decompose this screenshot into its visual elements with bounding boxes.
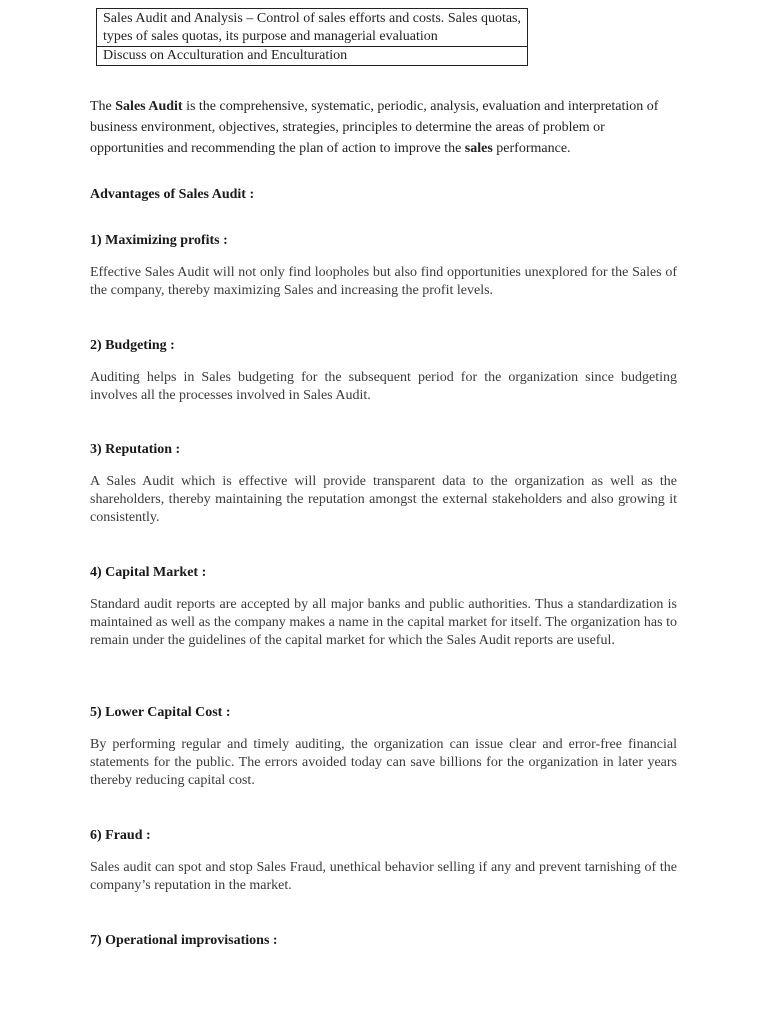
topic-table <box>96 8 528 66</box>
intro-text: The <box>90 99 116 114</box>
intro-bold-term: sales <box>464 141 493 156</box>
section-heading: 2) Budgeting : <box>90 338 175 353</box>
section-heading: 1) Maximizing profits : <box>90 233 228 248</box>
topic-cell-sales-audit: Sales Audit and Analysis – Control of sales efforts and costs. Sales quotas, types of sales quotas, its purpose and managerial evaluation <box>97 9 528 47</box>
section-heading: 5) Lower Capital Cost : <box>90 705 231 720</box>
section-heading: 7) Operational improvisations : <box>90 933 278 948</box>
section-paragraph: Effective Sales Audit will not only find loopholes but also find opportunities unexplored for the Sales of the company, thereby maximizing Sales and increasing the profit levels. <box>90 265 677 298</box>
section-paragraph: Auditing helps in Sales budgeting for the subsequent period for the organization since budgeting involves all the processes involved in Sales Audit. <box>90 370 677 403</box>
intro-paragraph <box>90 96 677 159</box>
intro-text: is the comprehensive, systematic, periodic, analysis, evaluation and interpretation of business environment, objectives, strategies, principles to determine the areas of problem or opportunities and recommending the plan of action to improve the <box>90 99 659 156</box>
table-row <box>97 9 528 47</box>
topic-cell-acculturation: Discuss on Acculturation and Enculturation <box>97 47 528 66</box>
section-heading: 4) Capital Market : <box>90 565 207 580</box>
advantages-heading: Advantages of Sales Audit : <box>90 187 255 202</box>
table-row <box>97 47 528 66</box>
section-paragraph: Standard audit reports are accepted by all major banks and public authorities. Thus a standardization is maintained as well as the company makes a name in the capital market for itself. The organization has to remain under the guidelines of the capital market for which the Sales Audit reports are useful. <box>90 597 677 648</box>
intro-text: performance. <box>492 141 571 156</box>
section-paragraph: By performing regular and timely auditing, the organization can issue clear and error-free financial statements for the public. The errors avoided today can save billions for the organization in later years thereby reducing capital cost. <box>90 737 677 788</box>
section-heading: 3) Reputation : <box>90 442 181 457</box>
section-paragraph: A Sales Audit which is effective will provide transparent data to the organization as well as the shareholders, thereby maintaining the reputation amongst the external stakeholders and also growing it consistently. <box>90 474 677 525</box>
section-paragraph: Sales audit can spot and stop Sales Fraud, unethical behavior selling if any and prevent tarnishing of the company’s reputation in the market. <box>90 860 677 893</box>
section-heading: 6) Fraud : <box>90 828 151 843</box>
intro-bold-term: Sales Audit <box>115 99 183 114</box>
